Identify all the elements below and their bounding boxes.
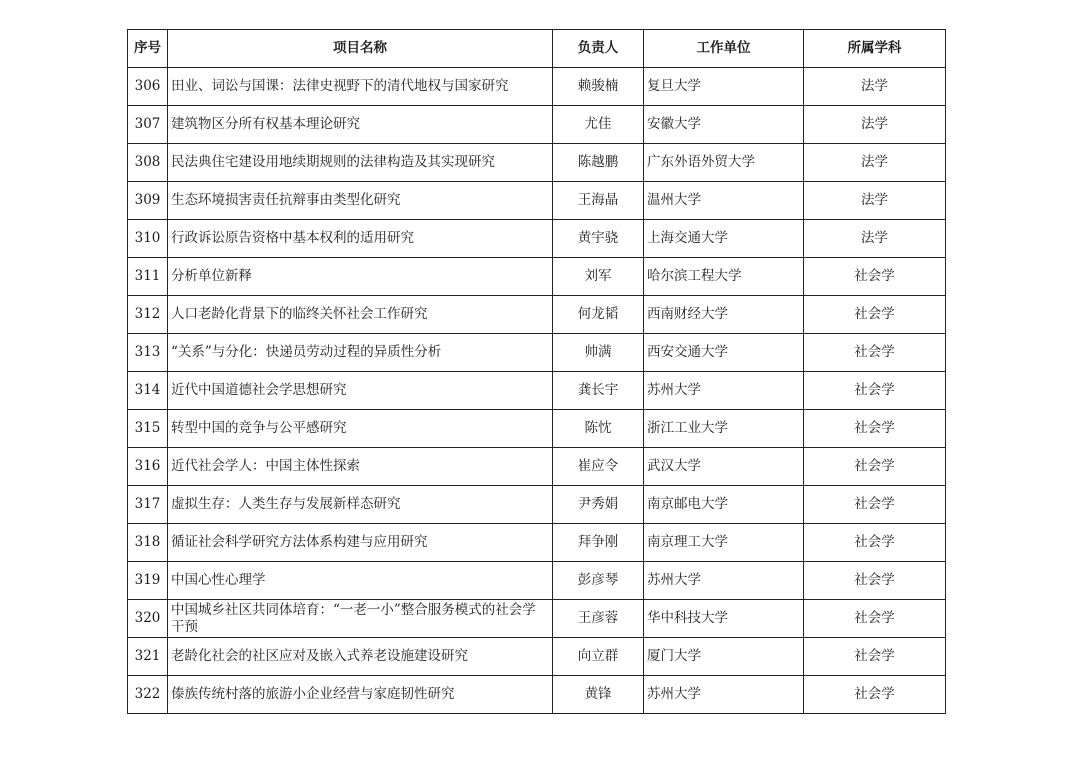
row-leader: 向立群 <box>553 638 644 676</box>
row-discipline: 社会学 <box>804 600 946 638</box>
row-index: 318 <box>128 524 168 562</box>
table-row <box>128 68 946 106</box>
row-institution: 厦门大学 <box>644 638 804 676</box>
row-project-name: 人口老龄化背景下的临终关怀社会工作研究 <box>168 296 553 334</box>
row-institution: 武汉大学 <box>644 448 804 486</box>
row-institution: 哈尔滨工程大学 <box>644 258 804 296</box>
row-leader: 王海晶 <box>553 182 644 220</box>
row-institution: 华中科技大学 <box>644 600 804 638</box>
header-leader: 负责人 <box>553 30 644 68</box>
row-index: 309 <box>128 182 168 220</box>
row-institution: 上海交通大学 <box>644 220 804 258</box>
row-discipline: 社会学 <box>804 258 946 296</box>
row-leader: 尹秀娟 <box>553 486 644 524</box>
row-institution: 广东外语外贸大学 <box>644 144 804 182</box>
row-index: 315 <box>128 410 168 448</box>
row-index: 319 <box>128 562 168 600</box>
table-row <box>128 638 946 676</box>
row-discipline: 社会学 <box>804 638 946 676</box>
row-discipline: 法学 <box>804 220 946 258</box>
row-discipline: 社会学 <box>804 448 946 486</box>
table-row <box>128 334 946 372</box>
row-project-name: “关系”与分化：快递员劳动过程的异质性分析 <box>168 334 553 372</box>
row-project-name: 循证社会科学研究方法体系构建与应用研究 <box>168 524 553 562</box>
table-row <box>128 372 946 410</box>
row-discipline: 社会学 <box>804 486 946 524</box>
row-discipline: 社会学 <box>804 562 946 600</box>
row-index: 313 <box>128 334 168 372</box>
row-index: 310 <box>128 220 168 258</box>
document-page <box>127 29 945 714</box>
row-institution: 浙江工业大学 <box>644 410 804 448</box>
row-project-name: 田业、词讼与国课：法律史视野下的清代地权与国家研究 <box>168 68 553 106</box>
table-row <box>128 676 946 714</box>
row-index: 306 <box>128 68 168 106</box>
row-index: 321 <box>128 638 168 676</box>
row-index: 317 <box>128 486 168 524</box>
row-project-name: 近代中国道德社会学思想研究 <box>168 372 553 410</box>
row-project-name: 中国心性心理学 <box>168 562 553 600</box>
project-table <box>127 29 946 714</box>
row-leader: 彭彦琴 <box>553 562 644 600</box>
row-project-name: 老龄化社会的社区应对及嵌入式养老设施建设研究 <box>168 638 553 676</box>
header-institution: 工作单位 <box>644 30 804 68</box>
row-leader: 崔应令 <box>553 448 644 486</box>
table-row <box>128 524 946 562</box>
row-index: 320 <box>128 600 168 638</box>
row-index: 322 <box>128 676 168 714</box>
row-discipline: 法学 <box>804 182 946 220</box>
row-leader: 陈越鹏 <box>553 144 644 182</box>
row-institution: 苏州大学 <box>644 562 804 600</box>
row-project-name: 行政诉讼原告资格中基本权利的适用研究 <box>168 220 553 258</box>
header-project-name: 项目名称 <box>168 30 553 68</box>
table-row <box>128 448 946 486</box>
row-index: 316 <box>128 448 168 486</box>
row-project-name: 生态环境损害责任抗辩事由类型化研究 <box>168 182 553 220</box>
row-leader: 龚长宇 <box>553 372 644 410</box>
row-institution: 西南财经大学 <box>644 296 804 334</box>
row-discipline: 社会学 <box>804 372 946 410</box>
row-institution: 南京邮电大学 <box>644 486 804 524</box>
row-institution: 安徽大学 <box>644 106 804 144</box>
row-institution: 南京理工大学 <box>644 524 804 562</box>
table-header-row <box>128 30 946 68</box>
row-index: 311 <box>128 258 168 296</box>
row-institution: 苏州大学 <box>644 372 804 410</box>
row-project-name: 转型中国的竞争与公平感研究 <box>168 410 553 448</box>
row-discipline: 社会学 <box>804 410 946 448</box>
row-institution: 温州大学 <box>644 182 804 220</box>
row-institution: 苏州大学 <box>644 676 804 714</box>
table-row <box>128 296 946 334</box>
row-leader: 帅满 <box>553 334 644 372</box>
row-discipline: 社会学 <box>804 676 946 714</box>
row-index: 308 <box>128 144 168 182</box>
row-institution: 西安交通大学 <box>644 334 804 372</box>
row-leader: 拜争刚 <box>553 524 644 562</box>
row-discipline: 法学 <box>804 68 946 106</box>
row-project-name: 建筑物区分所有权基本理论研究 <box>168 106 553 144</box>
row-project-name: 傣族传统村落的旅游小企业经营与家庭韧性研究 <box>168 676 553 714</box>
row-institution: 复旦大学 <box>644 68 804 106</box>
row-project-name: 分析单位新释 <box>168 258 553 296</box>
table-row <box>128 410 946 448</box>
table-row <box>128 258 946 296</box>
row-discipline: 社会学 <box>804 296 946 334</box>
row-leader: 黄宇骁 <box>553 220 644 258</box>
row-index: 312 <box>128 296 168 334</box>
row-index: 314 <box>128 372 168 410</box>
row-leader: 何龙韬 <box>553 296 644 334</box>
row-project-name: 虚拟生存：人类生存与发展新样态研究 <box>168 486 553 524</box>
table-row <box>128 182 946 220</box>
row-leader: 尤佳 <box>553 106 644 144</box>
header-discipline: 所属学科 <box>804 30 946 68</box>
row-discipline: 社会学 <box>804 334 946 372</box>
table-row <box>128 562 946 600</box>
table-row <box>128 600 946 638</box>
table-row <box>128 220 946 258</box>
header-index: 序号 <box>128 30 168 68</box>
row-discipline: 法学 <box>804 106 946 144</box>
row-leader: 刘军 <box>553 258 644 296</box>
row-leader: 黄锋 <box>553 676 644 714</box>
row-discipline: 法学 <box>804 144 946 182</box>
table-row <box>128 144 946 182</box>
row-project-name: 民法典住宅建设用地续期规则的法律构造及其实现研究 <box>168 144 553 182</box>
row-leader: 陈忱 <box>553 410 644 448</box>
row-discipline: 社会学 <box>804 524 946 562</box>
row-leader: 赖骏楠 <box>553 68 644 106</box>
row-leader: 王彦蓉 <box>553 600 644 638</box>
row-project-name: 近代社会学人：中国主体性探索 <box>168 448 553 486</box>
row-project-name: 中国城乡社区共同体培育：“一老一小”整合服务模式的社会学干预 <box>168 600 553 638</box>
row-index: 307 <box>128 106 168 144</box>
table-row <box>128 106 946 144</box>
table-row <box>128 486 946 524</box>
